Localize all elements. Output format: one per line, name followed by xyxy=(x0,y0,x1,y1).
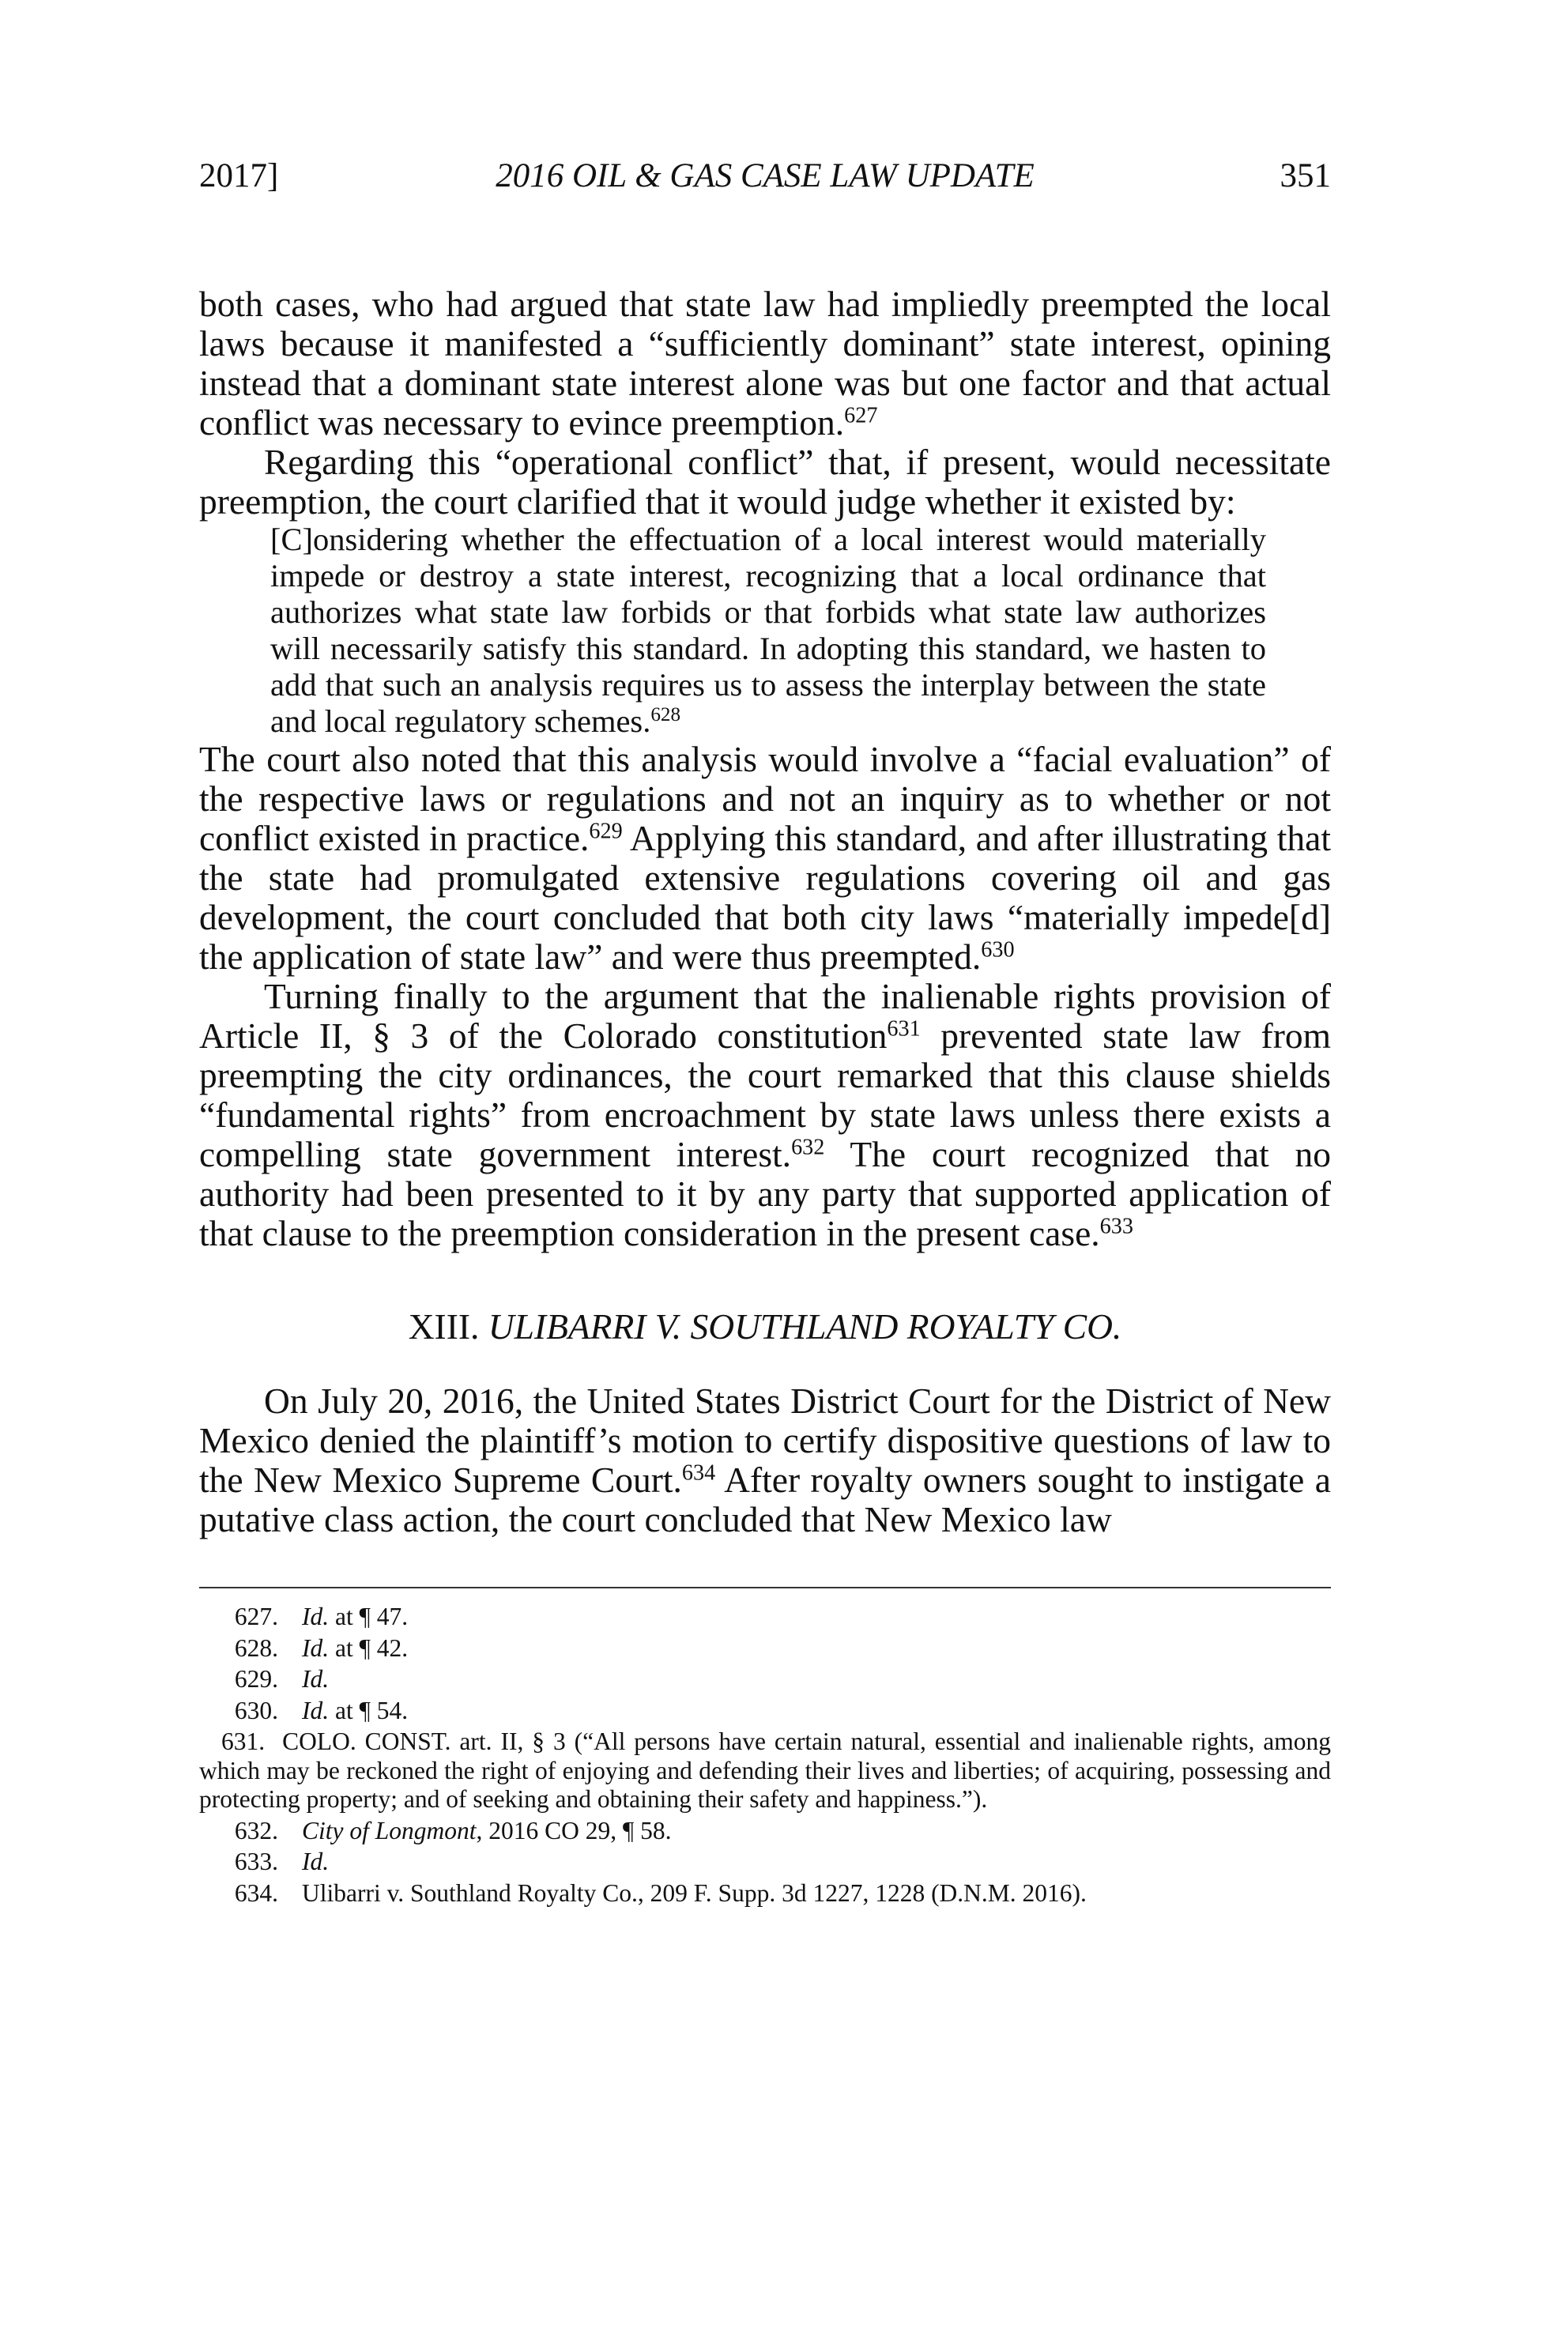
paragraph-3 xyxy=(199,740,1331,977)
section-number: XIII. xyxy=(408,1306,480,1347)
footnote-divider xyxy=(199,1587,1331,1588)
paragraph-2: Regarding this “operational conflict” that, if present, would necessitate preemption, the court clarified that it would judge whether it existed by: xyxy=(199,442,1331,522)
paragraph-text: The court recognized that no authority had been presented to it by any party that supported application of that clause to the preemption consideration in the present case. xyxy=(199,1134,1331,1253)
footnote-ref[interactable]: 633 xyxy=(1099,1214,1133,1239)
footnote-631 xyxy=(199,1727,1331,1814)
footnote-ref[interactable]: 627 xyxy=(844,403,878,428)
footnote-630 xyxy=(199,1697,1331,1726)
footnote-text: at ¶ 42. xyxy=(329,1633,409,1662)
footnote-number: 630. xyxy=(234,1696,278,1724)
footnote-text: Ulibarri v. Southland Royalty Co., 209 F. Supp. 3d 1227, 1228 (D.N.M. 2016). xyxy=(302,1878,1087,1907)
running-header xyxy=(199,156,1331,204)
footnote-number: 628. xyxy=(234,1633,278,1662)
footnote-number: 633. xyxy=(234,1848,278,1875)
footnotes xyxy=(199,1603,1331,1910)
footnote-number: 631. xyxy=(221,1727,266,1755)
footnote-ref[interactable]: 629 xyxy=(589,819,623,844)
footnote-id: Id. xyxy=(302,1696,330,1724)
footnote-627 xyxy=(199,1603,1331,1632)
footnote-632 xyxy=(199,1817,1331,1846)
footnote-id: Id. xyxy=(302,1665,330,1693)
footnote-id: Id. xyxy=(302,1603,330,1630)
footnote-number: 629. xyxy=(234,1665,278,1693)
paragraph-5 xyxy=(199,1381,1331,1539)
paragraph-4 xyxy=(199,977,1331,1253)
footnote-number: 627. xyxy=(234,1603,278,1630)
footnote-text: at ¶ 54. xyxy=(329,1696,409,1724)
footnote-629 xyxy=(199,1665,1331,1694)
footnote-text: at ¶ 47. xyxy=(329,1603,409,1630)
section-title: ULIBARRI V. SOUTHLAND ROYALTY CO. xyxy=(488,1306,1122,1347)
footnote-id: Id. xyxy=(302,1633,330,1662)
paragraph-text: Applying this standard, and after illustrating that the state had promulgated extensive regulations covering oil and gas development, the court concluded that both city laws “materially impede[d] the application of state law” and were thus preempted. xyxy=(199,818,1332,977)
paragraph-text: The court also noted that this analysis would involve a “facial evaluation” of the respective laws or regulations and not an inquiry as to whether or not conflict existed in practice. xyxy=(199,739,1331,858)
page-number: 351 xyxy=(1280,157,1331,194)
footnote-case: City of Longmont xyxy=(302,1816,477,1844)
paragraph-text: prevented state law from preempting the city ordinances, the court remarked that this clause shields “fundamental rights” from encroachment by state laws unless there exists a compelling state government interest. xyxy=(199,1015,1331,1174)
header-year: 2017] xyxy=(199,157,279,194)
footnote-id: Id. xyxy=(302,1848,330,1875)
paragraph-text: After royalty owners sought to instigate a putative class action, the court concluded that New Mexico law xyxy=(199,1460,1331,1539)
footnote-ref[interactable]: 630 xyxy=(981,937,1015,963)
paragraph-1 xyxy=(199,284,1331,443)
footnote-634 xyxy=(199,1879,1331,1908)
footnote-ref[interactable]: 628 xyxy=(650,704,680,726)
footnote-text: art. II, § 3 (“All persons have certain natural, essential and inalienable rights, among which may be reckoned the right of enjoying and defending their lives and liberties; of acquiring, possessing and protecting property; and of seeking and obtaining their safety and happiness.”). xyxy=(199,1727,1331,1813)
main-text xyxy=(199,284,1331,1539)
block-quote xyxy=(270,522,1266,740)
footnote-633 xyxy=(199,1848,1331,1877)
quote-text: [C]onsidering whether the effectuation of a local interest would materially impede or destroy a state interest, recognizing that a local ordinance that authorizes what state law forbids or that forbids what state law authorizes will necessarily satisfy this standard. In adopting this standard, we hasten to add that such an analysis requires us to assess the interplay between the state and local regulatory schemes. xyxy=(270,522,1266,739)
footnote-628 xyxy=(199,1634,1331,1663)
paragraph-text: both cases, who had argued that state law had impliedly preempted the local laws because it manifested a “sufficiently dominant” state interest, opining instead that a dominant state interest alone was but one factor and that actual conflict was necessary to evince preemption. xyxy=(199,284,1331,443)
paragraph-text: On July 20, 2016, the United States District Court for the District of New Mexico denied the plaintiff’s motion to certify dispositive questions of law to the New Mexico Supreme Court. xyxy=(199,1381,1331,1500)
footnote-source: COLO. CONST. xyxy=(282,1727,451,1755)
footnote-ref[interactable]: 634 xyxy=(681,1460,716,1486)
paragraph-text: Turning finally to the argument that the inalienable rights provision of Article II, § 3 of the Colorado constitution xyxy=(199,976,1331,1056)
section-heading xyxy=(199,1307,1331,1347)
footnote-ref[interactable]: 631 xyxy=(887,1016,921,1042)
footnote-text: , 2016 CO 29, ¶ 58. xyxy=(476,1816,672,1844)
running-title: 2016 OIL & GAS CASE LAW UPDATE xyxy=(496,157,1035,194)
footnote-number: 634. xyxy=(234,1878,278,1907)
footnote-ref[interactable]: 632 xyxy=(791,1135,825,1160)
footnote-number: 632. xyxy=(234,1816,278,1844)
